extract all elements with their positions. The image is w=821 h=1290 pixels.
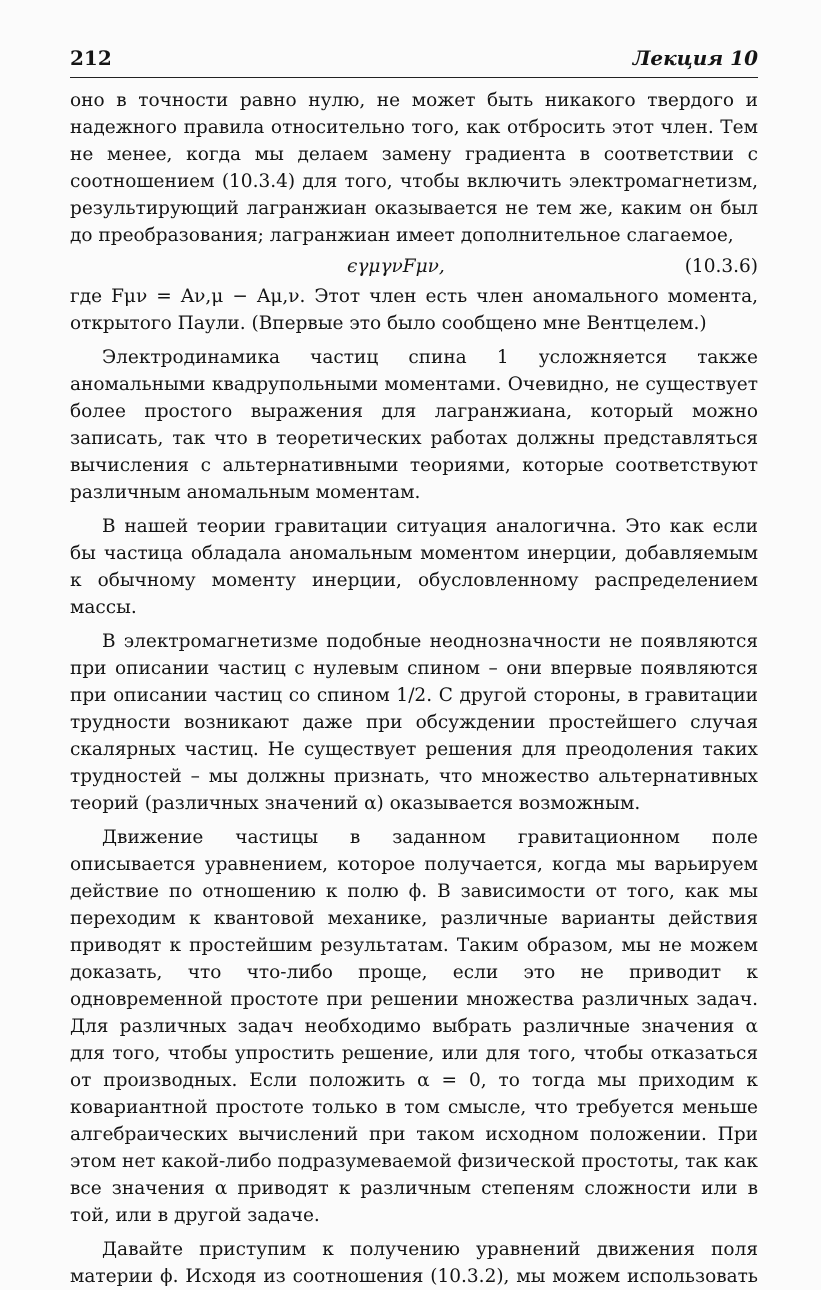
equation-number: (10.3.6) <box>684 256 758 277</box>
page-number: 212 <box>70 46 112 70</box>
chapter-title: Лекция 10 <box>632 46 758 70</box>
paragraph-5: В электромагнетизме подобные неоднозначности не появляются при описании частиц с нулевым спином – они впервые появляются при описании частиц со спином 1/2. С другой стороны, в гравитации трудности возникают даже при обсуждении простейшего случая скалярных частиц. Не существует решения для преодоления таких трудностей – мы должны признать, что множество альтернативных теорий (различных значений α) оказывается возможным. <box>70 631 758 814</box>
paragraph-1: оно в точности равно нулю, не может быть никакого твердого и надежного правила относительно того, как отбросить этот член. Тем не менее, когда мы делаем замену градиента в соответствии с соотношением (10.3.4) для того, чтобы включить электромагнетизм, результирующий лагранжиан оказывается не тем же, каким он был до преобразования; лагранжиан имеет дополнительное слагаемое, <box>70 90 758 246</box>
header-rule <box>70 77 758 78</box>
paragraph-2: где Fμν = Aν,μ − Aμ,ν. Этот член есть член аномального момента, открытого Паули. (Впервые это было сообщено мне Вентцелем.) <box>70 286 758 334</box>
running-header <box>70 46 758 76</box>
paragraph-3: Электродинамика частиц спина 1 усложняется также аномальными квадрупольными моментами. Очевидно, не существует более простого выражения для лагранжиана, который можно записать, так что в теоретических работах должны представляться вычисления с альтернативными теориями, которые соответствуют различным аномальным моментам. <box>70 347 758 503</box>
equation-formula: ϵγμγνFμν, <box>347 256 445 277</box>
paragraph-4: В нашей теории гравитации ситуация аналогична. Это как если бы частица обладала аномальным моментом инерции, добавляемым к обычному моменту инерции, обусловленному распределением массы. <box>70 516 758 618</box>
paragraph-6: Движение частицы в заданном гравитационном поле описывается уравнением, которое получается, когда мы варьируем действие по отношению к полю ϕ. В зависимости от того, как мы переходим к квантовой механике, различные варианты действия приводят к простейшим результатам. Таким образом, мы не можем доказать, что что-либо проще, если это не приводит к одновременной простоте при решении множества различных задач. Для различных задач необходимо выбрать различные значения α для того, чтобы упростить решение, или для того, чтобы отказаться от производных. Если положить α = 0, то тогда мы приходим к ковариантной простоте только в том смысле, что требуется меньше алгебраических вычислений при таком исходном положении. При этом нет какой-либо подразумеваемой физической простоты, так как все значения α приводят к различным степеням сложности или в той, или в другой задаче. <box>70 827 758 1226</box>
paragraph-7: Давайте приступим к получению уравнений движения поля материи ϕ. Исходя из соотношения (10.3.2), мы можем использовать <box>70 1239 758 1287</box>
equation-10-3-6 <box>70 253 758 283</box>
page-body <box>70 87 758 1290</box>
